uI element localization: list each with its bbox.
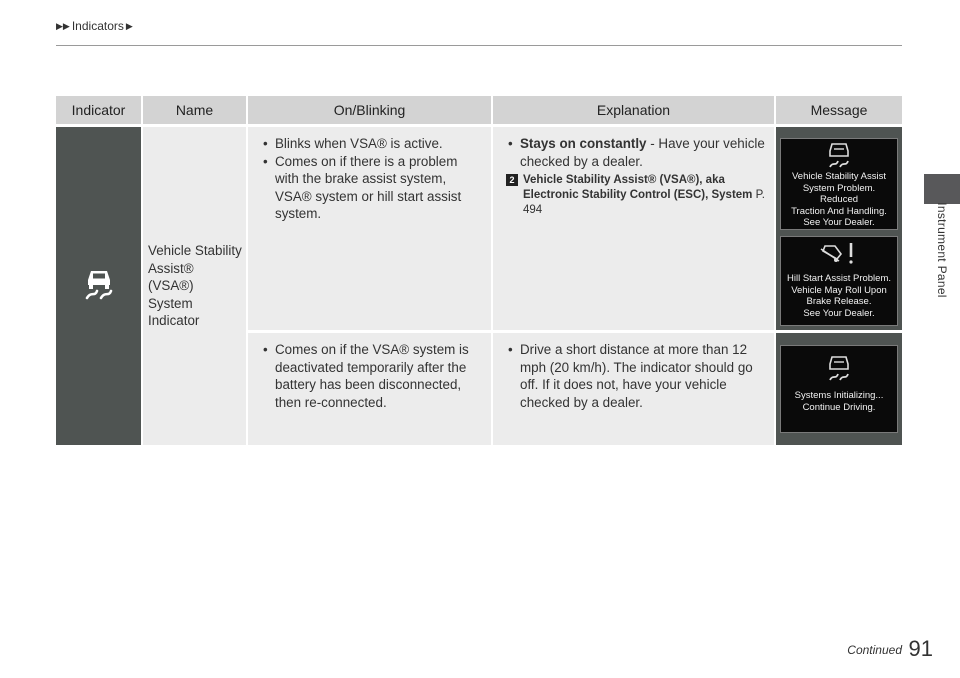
- header-divider: [56, 45, 902, 46]
- name-line: Vehicle Stability: [148, 243, 242, 259]
- page-number: 91: [908, 636, 933, 661]
- explanation-bold: Stays on constantly: [520, 136, 647, 151]
- message-line: Systems Initializing...: [794, 390, 884, 401]
- on-blinking-cell: [247, 332, 492, 446]
- reference-text: Vehicle Stability Assist® (VSA®), aka Electronic Stability Control (ESC), System: [523, 174, 753, 201]
- explanation-cell: [492, 126, 775, 332]
- message-line: Traction And Handling.: [791, 205, 887, 217]
- message-line: Brake Release.: [806, 296, 872, 307]
- table-header-row: [56, 96, 902, 126]
- column-header-explanation: Explanation: [492, 96, 775, 126]
- message-line: Hill Start Assist Problem.: [787, 273, 891, 284]
- message-line: See Your Dealer.: [803, 307, 875, 319]
- message-line: System Problem. Reduced: [802, 182, 876, 205]
- message-line: Vehicle May Roll Upon: [791, 284, 887, 296]
- on-blinking-cell: [247, 126, 492, 332]
- column-header-name: Name: [142, 96, 247, 126]
- vsa-skid-icon: [825, 139, 853, 171]
- column-header-message: Message: [775, 96, 902, 126]
- reference-arrow-icon: 2: [506, 174, 518, 186]
- continued-label: Continued: [847, 643, 902, 657]
- vehicle-stability-assist-icon: [82, 267, 116, 301]
- table-row: [56, 126, 902, 332]
- message-screen: [780, 138, 898, 230]
- side-tab-label: Instrument Panel: [935, 202, 949, 298]
- side-tab-marker: [924, 174, 960, 204]
- message-line: Continue Driving.: [802, 401, 876, 413]
- vsa-skid-icon: [825, 352, 853, 384]
- list-item: • Drive a short distance at more than 12 mph (20 km/h). The indicator should go off. If it does not, have your vehicle checked by a dealer.: [508, 341, 765, 411]
- reference-page: P. 494: [523, 189, 765, 216]
- column-header-on-blinking: On/Blinking: [247, 96, 492, 126]
- breadcrumb-arrow-icon: ▶: [125, 20, 133, 31]
- name-line: Assist® (VSA®): [148, 260, 194, 294]
- breadcrumb: [56, 19, 133, 33]
- breadcrumb-arrow-icon: ▶▶: [56, 20, 70, 31]
- hill-start-warning-icon: [809, 237, 869, 273]
- name-line: System: [148, 295, 193, 311]
- indicator-table: [56, 96, 902, 445]
- message-screen: [780, 345, 898, 433]
- name-line: Indicator: [148, 313, 200, 329]
- list-item: • Blinks when VSA® is active.: [263, 135, 484, 153]
- list-item: [508, 135, 765, 170]
- message-cell: [775, 332, 902, 446]
- list-item: • Comes on if there is a problem with the brake assist system, VSA® system or hill start assist system.: [263, 153, 484, 223]
- cross-reference[interactable]: [494, 173, 773, 218]
- explanation-cell: [492, 332, 775, 446]
- column-header-indicator: Indicator: [56, 96, 142, 126]
- message-line: Vehicle Stability Assist: [792, 171, 886, 182]
- indicator-icon-cell: [56, 126, 142, 446]
- message-cell: [775, 126, 902, 332]
- breadcrumb-label: Indicators: [71, 19, 124, 33]
- message-line: See Your Dealer.: [803, 217, 875, 228]
- message-screen: [780, 236, 898, 326]
- list-item: • Comes on if the VSA® system is deactivated temporarily after the battery has been disconnected, then re-connected.: [263, 341, 484, 411]
- indicator-name-cell: [142, 126, 247, 446]
- explanation-text: - Have your vehicle checked by a dealer.: [520, 136, 765, 169]
